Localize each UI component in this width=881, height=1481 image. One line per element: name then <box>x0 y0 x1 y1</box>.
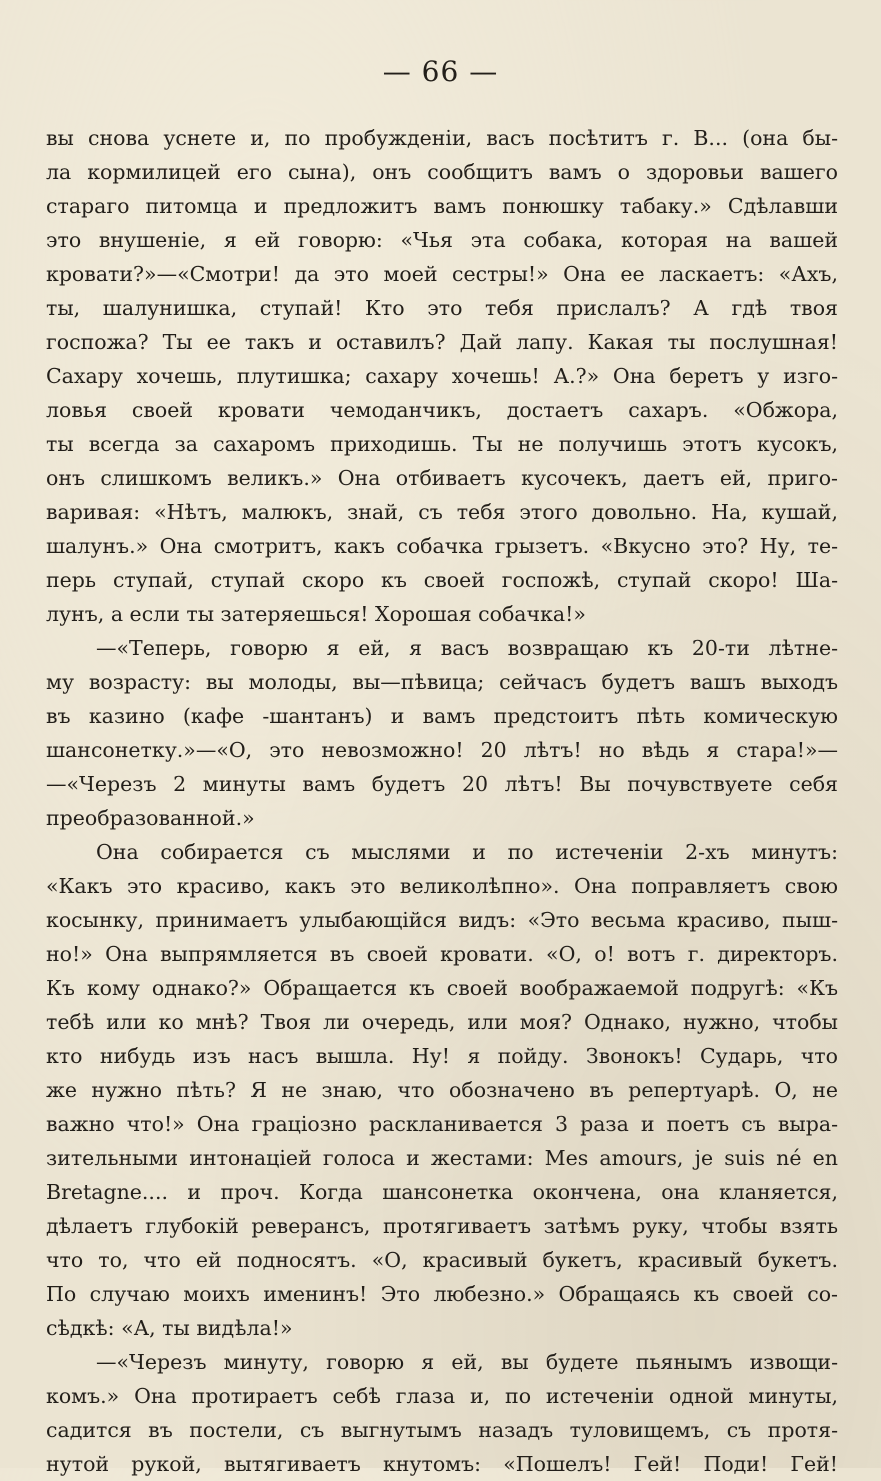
text-line: Она собирается съ мыслями и по истеченіи 2-хъ минутъ: <box>96 840 838 864</box>
text-line: «Какъ это красиво, какъ это великолѣпно». Она поправляетъ свою <box>46 874 838 898</box>
text-line: но!» Она выпрямляется въ своей кровати. «О, о! вотъ г. директоръ. <box>46 942 838 966</box>
text-line: стараго питомца и предложитъ вамъ понюшку табаку.» Сдѣлавши <box>46 194 838 218</box>
text-line: косынку, принимаетъ улыбающійся видъ: «Это весьма красиво, пыш- <box>46 908 838 932</box>
text-line: комъ.» Она протираетъ себѣ глаза и, по истеченіи одной минуты, <box>46 1384 838 1408</box>
text-line: кровати?»—«Смотри! да это моей сестры!» Она ее ласкаетъ: «Ахъ, <box>46 262 838 286</box>
text-line: это внушеніе, я ей говорю: «Чья эта собака, которая на вашей <box>46 228 838 252</box>
text-line: му возрасту: вы молоды, вы—пѣвица; сейчасъ будетъ вашъ выходъ <box>46 670 838 694</box>
text-line: преобразованной.» <box>46 806 255 830</box>
text-line: ты всегда за сахаромъ приходишь. Ты не получишь этотъ кусокъ, <box>46 432 838 456</box>
text-line: нутой рукой, вытягиваетъ кнутомъ: «Пошелъ! Гей! Поди! Гей! <box>46 1452 838 1476</box>
body-text <box>46 121 838 1481</box>
text-line: ла кормилицей его сына), онъ сообщитъ вамъ о здоровьи вашего <box>46 160 838 184</box>
text-line: лунъ, а если ты затеряешься! Хорошая собачка!» <box>46 602 586 626</box>
text-line: —«Черезъ минуту, говорю я ей, вы будете пьянымъ извощи- <box>96 1350 838 1374</box>
text-line: же нужно пѣть? Я не знаю, что обозначено въ репертуарѣ. О, не <box>46 1078 838 1102</box>
text-line: Къ кому однако?» Обращается къ своей воображаемой подругѣ: «Къ <box>46 976 838 1000</box>
text-line: госпожа? Ты ее такъ и оставилъ? Дай лапу. Какая ты послушная! <box>46 330 838 354</box>
text-line: шансонетку.»—«О, это невозможно! 20 лѣтъ! но вѣдь я стара!»— <box>46 738 838 762</box>
text-line: По случаю моихъ именинъ! Это любезно.» Обращаясь къ своей со- <box>46 1282 838 1306</box>
text-line: въ казино (кафе -шантанъ) и вамъ предстоитъ пѣть комическую <box>46 704 838 728</box>
text-line: ловья своей кровати чемоданчикъ, достаетъ сахаръ. «Обжора, <box>46 398 838 422</box>
page-number: — 66 — <box>382 55 499 88</box>
text-line: тебѣ или ко мнѣ? Твоя ли очередь, или моя? Однако, нужно, чтобы <box>46 1010 838 1034</box>
text-line: —«Черезъ 2 минуты вамъ будетъ 20 лѣтъ! Вы почувствуете себя <box>46 772 838 796</box>
text-line: садится въ постели, съ выгнутымъ назадъ туловищемъ, съ протя- <box>46 1418 838 1442</box>
text-line: вы снова уснете и, по пробужденіи, васъ посѣтитъ г. В... (она бы- <box>46 126 838 150</box>
text-line: сѣдкѣ: «А, ты видѣла!» <box>46 1316 293 1340</box>
text-line: Сахару хочешь, плутишка; сахару хочешь! А.?» Она беретъ у изго- <box>46 364 838 388</box>
text-line: Bretagne.... и проч. Когда шансонетка окончена, она кланяется, <box>46 1180 838 1204</box>
text-line: ты, шалунишка, ступай! Кто это тебя прислалъ? А гдѣ твоя <box>46 296 838 320</box>
text-line: важно что!» Она граціозно раскланивается 3 раза и поетъ съ выра- <box>46 1112 838 1136</box>
text-line: дѣлаетъ глубокій реверансъ, протягиваетъ затѣмъ руку, чтобы взять <box>46 1214 838 1238</box>
text-line: кто нибудь изъ насъ вышла. Ну! я пойду. Звонокъ! Сударь, что <box>46 1044 838 1068</box>
text-line: —«Теперь, говорю я ей, я васъ возвращаю къ 20-ти лѣтне- <box>96 636 838 660</box>
text-line: зительными интонацiей голоса и жестами: Mes amours, je suis né en <box>46 1146 838 1170</box>
text-line: онъ слишкомъ великъ.» Она отбиваетъ кусочекъ, даетъ ей, приго- <box>46 466 838 490</box>
text-line: варивая: «Нѣтъ, малюкъ, знай, съ тебя этого довольно. На, кушай, <box>46 500 838 524</box>
text-line: что то, что ей подносятъ. «О, красивый букетъ, красивый букетъ. <box>46 1248 838 1272</box>
text-line: шалунъ.» Она смотритъ, какъ собачка грызетъ. «Вкусно это? Ну, те- <box>46 534 838 558</box>
text-line: перь ступай, ступай скоро къ своей госпожѣ, ступай скоро! Ша- <box>46 568 838 592</box>
